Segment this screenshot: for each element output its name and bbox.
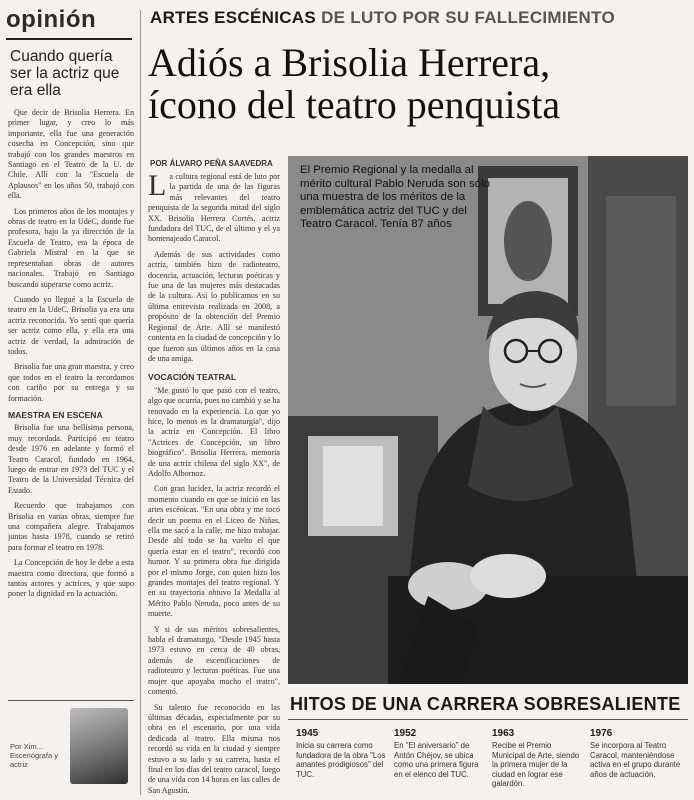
- timeline-text: Inicia su carrera como fundadora de la obra "Los amantes prodigiosos" del TUC.: [296, 741, 386, 779]
- article-paragraph: Con gran lucidez, la actriz recordó el momento cuando en que se inició en las artes escénicas. "En una obra y me tocó decir un poema en el Liceo de Niñas, ella me sacó a la calle, me hizo trabajar. Desde ahí todo se ha vuelto el que quería estar en el teatro", recordó con humor. Y su primera obra fue dirigida por el mismo Jorge, con quien hizo los grandes montajes del teatro regional. Y en su trayectoria obtuvo la Medalla al Mérito Pablo Neruda, poco antes de su muerte.: [148, 484, 280, 619]
- opinion-paragraph: Que decir de Brisolia Herrera. En primer lugar, y creo lo más importante, ella fue una generación cosecha en Concepción, sino que trabajó con los grandes maestros en Santiago en el Teatro de la U. de Chile. Allí con la "Escuela de Aplausos" en los años 50, trabajó con ella.: [8, 108, 134, 201]
- lead-paragraph: [148, 172, 280, 245]
- kicker: [150, 8, 615, 28]
- author-caption: Por Xim... Escenógrafa y actriz: [10, 742, 58, 769]
- opinion-body: [8, 108, 134, 698]
- opinion-paragraph: Brisolia fue una bellísima persona, muy recordada. Participó en teatro desde 1976 en adelante y formó el Teatro Caracol, fundado en 1964, luego de entrar en 1973 del TUC y el Teatro de la Universidad Técnica del Estado.: [8, 423, 134, 495]
- article-paragraph: Además de sus actividades como actriz, también hizo de radioteatro, docencia, actuación, lecturas poéticas y fue una de las mujeres más destacadas de la cultura. Así lo publicamos en su última entrevista realizada en 2008, a propósito de la obtención del Premio Regional de Arte. Allí se manifestó contenta en la ciudad de concepción y lo que fueron sus últimos años en la casa de una amiga.: [148, 249, 280, 363]
- lead-text: a cultura regional está de luto por la partida de una de las figuras más relevantes del teatro penquista de la segunda mitad del siglo XX. Brisolia Herrera Cortés, actriz fundadora del TUC, de el último y el ya homenajeado Caracol.: [148, 172, 280, 244]
- opinion-subhead: Cuando quería ser la actriz que era ella: [10, 48, 120, 99]
- timeline-rule: [288, 719, 688, 720]
- timeline-year: 1963: [492, 728, 515, 739]
- photo-caption: El Premio Regional y la medalla al mérito cultural Pablo Neruda son sólo una muestra de los méritos de la emblemática actriz del TUC y del Teatro Caracol. Tenía 87 años: [300, 164, 490, 231]
- timeline-year: 1976: [590, 728, 613, 739]
- timeline-text: En "El aniversario" de Antón Chéjov, se ubica como una primera figura en el elenco del TUC.: [394, 741, 479, 779]
- headline: [148, 42, 688, 126]
- opinion-paragraph: Recuerdo que trabajamos con Brisolia en varias obras, siempre fue una compañera alegre. Trabajamos juntas hasta 1978, cuando se retiró para formar el teatro en 1978.: [8, 501, 134, 552]
- opinion-paragraph: Los primeros años de los montajes y obras de teatro en la UdeC, donde fue profesora, bajo la ya dirección de la Escuela de Teatro, era la época de Gabriela Mistral en la que se representaban obras de autores nacionales. Trabajó en Santiago buscando superarse como actriz.: [8, 206, 134, 289]
- kicker-main: ARTES ESCÉNICAS: [150, 8, 317, 27]
- timeline-item: [492, 728, 584, 789]
- opinion-subsection-heading: MAESTRA EN ESCENA: [8, 409, 103, 420]
- article-subheading: VOCACIÓN TEATRAL: [148, 372, 237, 383]
- timeline-year: 1952: [394, 728, 417, 739]
- article-paragraph: Su talento fue reconocido en las últimas décadas, especialmente por su obra en el escenario, por una vida dedicada al teatro. Ella misma nos recordó su vida en la ciudad y siempre estuvo a su lado y su carrera, hasta el final en los días del teatro caracol, luego de una vida con 14 horas en las calles de San Agustín.: [148, 702, 280, 795]
- portrait-photo: [288, 156, 688, 684]
- opinion-paragraph: Cuando yo llegué a la Escuela de teatro en la UdeC, Brisolia ya era una actriz reconocida. Yo sentí que quería ser actriz como ella, y ella era una actriz de verdad, la admiración de todos.: [8, 294, 134, 356]
- article-body: [148, 172, 280, 796]
- portrait-illustration: [288, 156, 688, 684]
- byline: POR ÁLVARO PEÑA SAAVEDRA: [150, 159, 273, 168]
- drop-cap: L: [148, 172, 167, 202]
- timeline-text: Se incorpora al Teatro Caracol, manteniéndose activa en el grupo durante años de actuación.: [590, 741, 681, 779]
- headline-line: Adiós a Brisolia Herrera,: [148, 40, 551, 85]
- timeline-title: HITOS DE UNA CARRERA SOBRESALIENTE: [290, 694, 681, 714]
- author-photo: [70, 708, 128, 784]
- column-divider: [140, 10, 141, 795]
- opinion-paragraph: La Concepción de hoy le debe a esta maestra como directora, que formó a tantos actores y actrices, y que supo poner la dignidad en la actuación.: [8, 558, 134, 599]
- headline-line: ícono del teatro penquista: [148, 82, 561, 127]
- timeline-item: [296, 728, 388, 779]
- kicker-sub: DE LUTO POR SU FALLECIMIENTO: [321, 8, 616, 27]
- timeline-item: [394, 728, 486, 779]
- section-label: opinión: [6, 6, 97, 33]
- section-rule: [6, 38, 132, 40]
- timeline-year: 1945: [296, 728, 319, 739]
- article-paragraph: Y si de sus méritos sobresalientes, habla el dramaturgo. "Desde 1945 hasta 1973 estuvo en cerca de 40 obras, además de escenificaciones de radioteatro y lecturas poéticas. Fue una mujer que apoyaba mucho el teatro", comentó.: [148, 624, 280, 697]
- timeline-item: [590, 728, 682, 779]
- article-paragraph: "Me gustó lo que pasó con el teatro, algo que ocurría, pues no cambió y se ha renovado en la experiencia. Lo que yo hice, lo menos es la dramaturgia", dijo la actriz en Concepción. El libro "Actrices de Concepción, un libro biográfico". Brisolia Herrera, memoria de una actriz chilena del siglo XX", de Adolfo Albornoz.: [148, 385, 280, 478]
- opinion-paragraph: Brisolia fue una gran maestra, y creo que todos en el teatro la recordamos con cariño por su entrega y su formación.: [8, 362, 134, 403]
- timeline-text: Recibe el Premio Municipal de Arte, siendo la primera mujer de la ciudad en lograr ese galardón.: [492, 741, 580, 789]
